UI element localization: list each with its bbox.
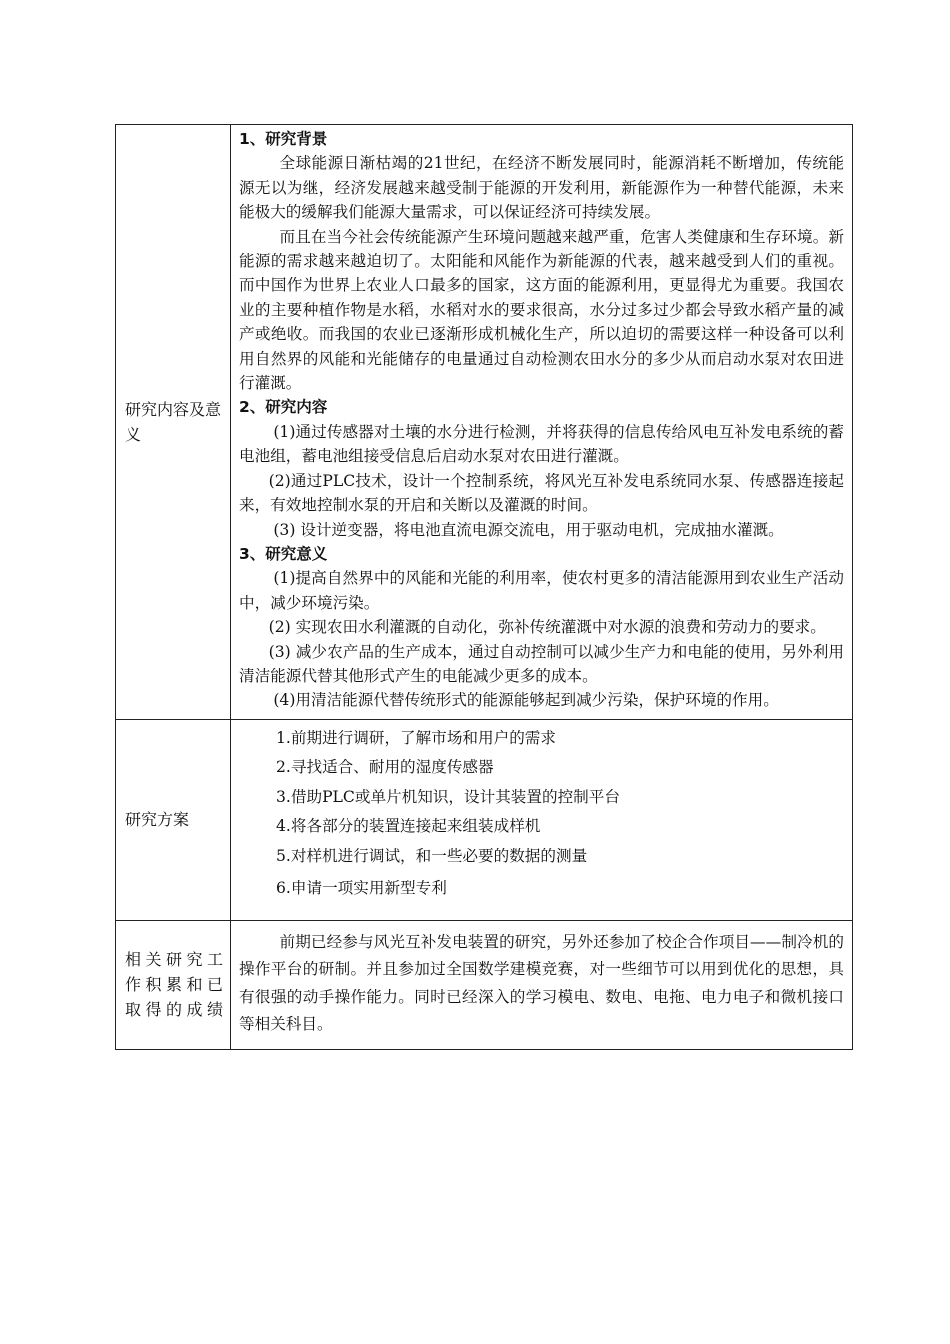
paragraph: 前期已经参与风光互补发电装置的研究，另外还参加了校企合作项目——制冷机的操作平台的研制。并且参加过全国数学建模竞赛，对一些细节可以用到优化的思想，具有很强的动手操作能力。同时已经深入的学习模电、数电、电拖、电力电子和微机接口等相关科目。	[239, 932, 844, 1034]
list-item: 4.将各部分的装置连接起来组装成样机	[276, 817, 541, 836]
row-label: 相关研究工作积累和已取得的成绩	[116, 920, 231, 1049]
paragraph: (2) 实现农田水利灌溉的自动化，弥补传统灌溉中对水源的浪费和劳动力的要求。	[268, 618, 826, 637]
accumulation-cell	[231, 920, 853, 1049]
section-heading-significance: 3、研究意义	[239, 544, 328, 563]
row-label: 研究内容及意义	[116, 125, 231, 720]
paragraph: (3) 减少农产品的生产成本，通过自动控制可以减少生产力和电能的使用，另外利用清洁能源代替其他形式产生的电能减少更多的成本。	[239, 642, 844, 685]
list-item: 5.对样机进行调试，和一些必要的数据的测量	[276, 846, 588, 865]
row-accumulation	[116, 920, 853, 1049]
paragraph: (2)通过PLC技术，设计一个控制系统，将风光互补发电系统同水泵、传感器连接起来，有效地控制水泵的开启和关断以及灌溉的时间。	[239, 471, 844, 515]
paragraph: (1)通过传感器对土壤的水分进行检测，并将获得的信息传给风电互补发电系统的蓄电池组，蓄电池组接受信息后启动水泵对农田进行灌溉。	[239, 422, 844, 466]
list-item: 1.前期进行调研，了解市场和用户的需求	[276, 728, 556, 747]
row-label: 研究方案	[116, 719, 231, 920]
list-item: 6.申请一项实用新型专利	[276, 879, 447, 898]
section-heading-background: 1、研究背景	[239, 130, 328, 148]
paragraph: 全球能源日渐枯竭的21世纪，在经济不断发展同时，能源消耗不断增加，传统能源无以为继，经济发展越来越受制于能源的开发利用，新能源作为一种替代能源，未来能极大的缓解我们能源大量需求，可以保证经济可持续发展。	[239, 154, 844, 222]
row-research-plan	[116, 719, 853, 920]
paragraph: (4)用清洁能源代替传统形式的能源能够起到减少污染，保护环境的作用。	[273, 691, 779, 710]
section-heading-content: 2、研究内容	[239, 398, 328, 417]
research-content-cell	[231, 125, 853, 720]
list-item: 3.借助PLC或单片机知识，设计其装置的控制平台	[276, 787, 620, 806]
proposal-table	[115, 124, 853, 1050]
paragraph: (3) 设计逆变器，将电池直流电源交流电，用于驱动电机，完成抽水灌溉。	[273, 520, 784, 539]
paragraph: (1)提高自然界中的风能和光能的利用率，使农村更多的清洁能源用到农业生产活动中，减少环境污染。	[239, 569, 844, 612]
paragraph: 而且在当今社会传统能源产生环境问题越来越严重，危害人类健康和生存环境。新能源的需求越来越迫切了。太阳能和风能作为新能源的代表，越来越受到人们的重视。而中国作为世界上农业人口最多的国家，这方面的能源利用，更显得尤为重要。我国农业的主要种植作物是水稻，水稻对水的要求很高，水分过多过少都会导致水稻产量的减产或绝收。而我国的农业已逐渐形成机械化生产，所以迫切的需要这样一种设备可以利用自然界的风能和光能储存的电量通过自动检测农田水分的多少从而启动水泵对农田进行灌溉。	[239, 227, 844, 393]
row-research-content	[116, 125, 853, 720]
research-plan-list	[231, 719, 853, 920]
list-item: 2.寻找适合、耐用的湿度传感器	[276, 758, 494, 777]
